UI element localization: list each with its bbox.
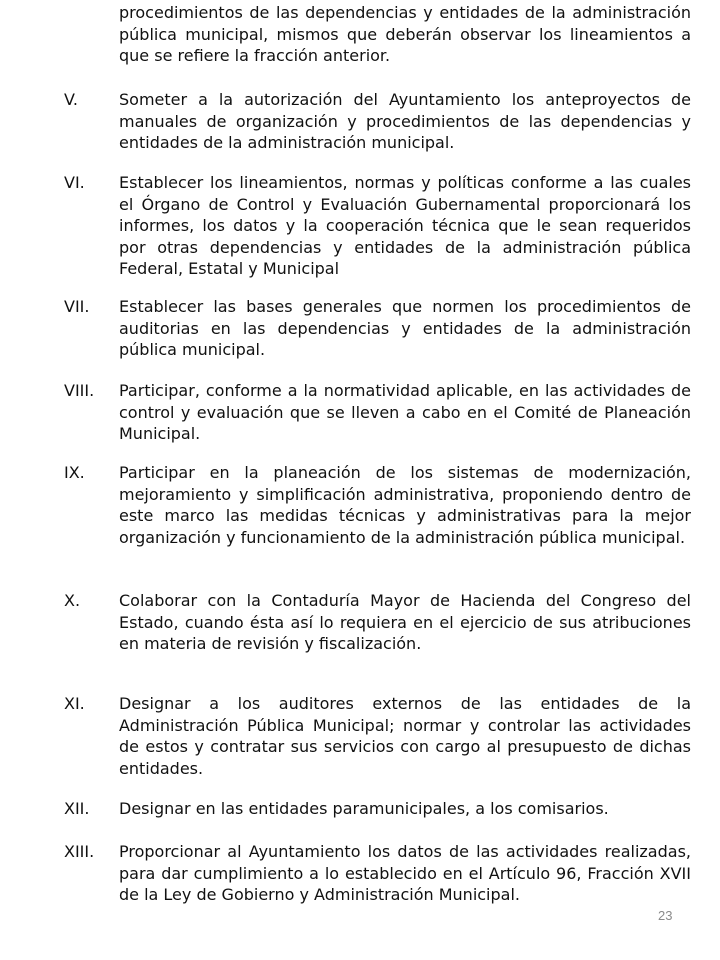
item-text: Establecer las bases generales que normen los procedimientos de auditorias en las dependencias y entidades de la administración pública municipal.: [119, 297, 691, 359]
item-number: V.: [64, 90, 78, 109]
item-number: XII.: [64, 799, 90, 818]
item-number: XI.: [64, 694, 85, 713]
item-text: Colaborar con la Contaduría Mayor de Hacienda del Congreso del Estado, cuando ésta así lo requiera en el ejercicio de sus atribuciones en materia de revisión y fiscalización.: [119, 591, 691, 653]
item-text: Someter a la autorización del Ayuntamiento los anteproyectos de manuales de organización y procedimientos de las dependencias y entidades de la administración municipal.: [119, 90, 691, 152]
item-text: Participar en la planeación de los sistemas de modernización, mejoramiento y simplificación administrativa, proponiendo dentro de este marco las medidas técnicas y administrativas para la mejor organización y funcionamiento de la administración pública municipal.: [119, 463, 691, 547]
item-number: VIII.: [64, 381, 95, 400]
item-number: IX.: [64, 463, 85, 482]
item-text: Participar, conforme a la normatividad aplicable, en las actividades de control y evaluación que se lleven a cabo en el Comité de Planeación Municipal.: [119, 381, 691, 443]
item-number: XIII.: [64, 842, 95, 861]
item-number: VI.: [64, 173, 85, 192]
intro-paragraph: procedimientos de las dependencias y entidades de la administración pública municipal, mismos que deberán observar los lineamientos a que se refiere la fracción anterior.: [119, 3, 691, 65]
item-text: Establecer los lineamientos, normas y políticas conforme a las cuales el Órgano de Control y Evaluación Gubernamental proporcionará los informes, los datos y la cooperación técnica que le sean requeridos por otras dependencias y entidades de la administración pública Federal, Estatal y Municipal: [119, 173, 691, 278]
item-text: Proporcionar al Ayuntamiento los datos de las actividades realizadas, para dar cumplimiento a lo establecido en el Artículo 96, Fracción XVII de la Ley de Gobierno y Administración Municipal.: [119, 842, 691, 904]
page-number: 23: [658, 908, 673, 923]
item-number: VII.: [64, 297, 90, 316]
item-number: X.: [64, 591, 81, 610]
item-text: Designar en las entidades paramunicipales, a los comisarios.: [119, 799, 609, 818]
item-text: Designar a los auditores externos de las entidades de la Administración Pública Municipal; normar y controlar las actividades de estos y contratar sus servicios con cargo al presupuesto de dichas entidades.: [119, 694, 691, 778]
